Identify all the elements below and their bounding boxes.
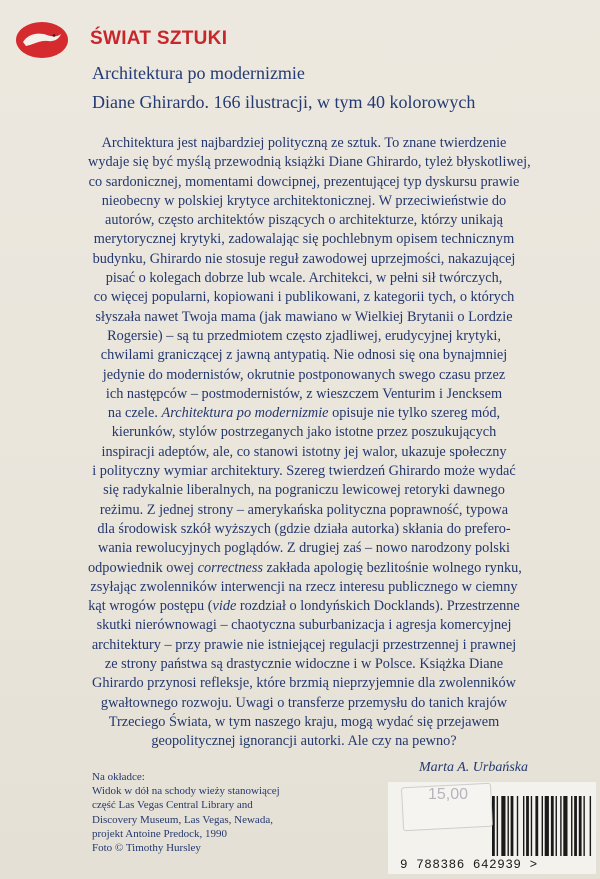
barcode-bar (545, 796, 549, 856)
review-line: autorów, często architektów piszących o architekturze, którzy unikają (104, 212, 504, 229)
cover-note-line: Na okładce: (92, 771, 145, 783)
review-line: inspiracji adeptów, ale, co stanowi istotny jej walor, ukazuje społeczny (101, 443, 507, 460)
barcode-bar (556, 796, 557, 856)
review-line: i polityczny wymiar architektury. Szereg twierdzeń Ghirardo może wydać (92, 463, 516, 480)
barcode-bar (535, 796, 538, 856)
review-line: budynku, Ghirardo nie stosuje reguł zawodowej uprzejmości, nakazującej (92, 250, 516, 267)
review-line: się radykalnie liberalnych, na pograniczu lewicowej retoryki dawnego (103, 482, 505, 499)
review-line: jedynie do modernistów, okrutnie postponowanych swego czasu przez (102, 366, 506, 383)
barcode-bar (563, 796, 567, 856)
review-line: gwałtownego rozwoju. Uwagi o transferze przemysłu do tanich krajów (100, 694, 508, 711)
review-line: nieobecny w polskiej krytyce architektonicznej. W przeciwieństwie do (101, 192, 507, 209)
review-line: kierunków, stylów postrzeganych jako istotne przez poszukujących (111, 424, 497, 441)
review-author-signature: Marta A. Urbańska (418, 760, 528, 775)
barcode-bar (511, 796, 514, 856)
review-text (88, 134, 531, 752)
cover-credit-note (92, 770, 352, 855)
barcode-bar (508, 796, 509, 856)
review-line: skutki nierównowagi – chaotyczna suburbanizacja i agresja komercyjnej (96, 617, 512, 634)
review-line: chwilami graniczącej z jawną antypatią. Nie odnosi się ona bynajmniej (100, 347, 508, 364)
barcode-bar (571, 796, 572, 856)
barcode-bar (497, 796, 498, 856)
review-line: wania rewolucyjnych poglądów. Z drugiej zaś – nowo narodzony polski (98, 540, 510, 557)
review-line: zsyłając zwolenników interwencji na rzecz interesu publicznego w ciemny (90, 578, 518, 595)
barcode-bar (560, 796, 561, 856)
series-name: ŚWIAT SZTUKI (90, 28, 228, 49)
barcode-bar (492, 796, 495, 856)
cover-note-line: Widok w dół na schody wieży stanowiącej (92, 785, 280, 798)
review-line: Ghirardo przynosi refleksje, które brzmią nieprzyjemnie dla zwolenników (92, 675, 516, 692)
publisher-logo (14, 20, 70, 60)
cover-note-line: Discovery Museum, Las Vegas, Newada, (92, 813, 273, 826)
price-sticker-text: 15,00 (428, 786, 469, 803)
barcode-bar (551, 796, 554, 856)
review-line: słyszała nawet Twoja mama (jak mawiano w Wielkiej Brytanii o Lordzie (95, 308, 513, 325)
review-line: architektury – przy prawie nie istniejącej regulacji przestrzennej i prawnej (91, 636, 517, 653)
cover-note-line: projekt Antoine Predock, 1990 (92, 827, 228, 840)
review-line: geopolitycznej ignorancji autorki. Ale czy na pewno? (151, 733, 457, 750)
isbn-number: 9 788386 642939 > (400, 858, 538, 872)
barcode-bar (526, 796, 529, 856)
review-line: co sardonicznej, momentami dowcipnej, prezentującej typ dyskursu prawie (88, 173, 520, 190)
barcode-bar (523, 796, 524, 856)
review-line: na czele. Architektura po modernizmie opisuje nie tylko szereg mód, (107, 405, 501, 422)
review-line: pisać o kolegach dobrze lub wcale. Architekci, w pełni sił twórczych, (105, 270, 503, 287)
review-line: ich następców – postmodernistów, z wieszczem Venturim i Jencksem (105, 385, 503, 402)
review-line: wydaje się być myślą przewodnią książki Diane Ghirardo, tyleż błyskotliwej, (88, 154, 531, 171)
barcode-bar (501, 796, 505, 856)
cover-note-line: część Las Vegas Central Library and (92, 799, 253, 812)
review-line: Trzeciego Świata, w tym naszego kraju, mogą wydać się przejawem (108, 713, 500, 730)
cover-note-line: Foto © Timothy Hursley (92, 842, 201, 855)
review-line: kąt wrogów postępu (vide rozdział o londyńskich Docklands). Przestrzenne (88, 598, 520, 615)
barcode-bar (583, 796, 584, 856)
barcode-bar (542, 796, 543, 856)
book-subtitle: Diane Ghirardo. 166 ilustracji, w tym 40 kolorowych (92, 92, 476, 112)
review-line: co więcej popularni, kopiowani i publikowani, z kategorii tych, o których (93, 289, 515, 306)
barcode-bar (574, 796, 577, 856)
review-line: merytorycznej krytyki, zadowalając się pochlebnym opisem technicznym (93, 231, 515, 248)
barcode-bar (579, 796, 582, 856)
review-line: ze strony państwa są drastycznie widoczne i w Polsce. Książka Diane (104, 656, 504, 673)
barcode-bar (517, 796, 518, 856)
review-line: Architektura jest najbardziej polityczną ze sztuk. To znane twierdzenie (101, 135, 507, 151)
review-line: dla środowisk szkół wyższych (gdzie działa autorka) skłania do prefero- (97, 520, 511, 537)
review-line: reżimu. Z jednej strony – amerykańska polityczna poprawność, typowa (99, 501, 509, 518)
book-title: Architektura po modernizmie (92, 63, 305, 83)
review-line: Rogersie) – są tu przedmiotem często zjadliwej, erudycyjnej krytyki, (107, 327, 501, 344)
barcode-bar (590, 796, 591, 856)
barcode-bar (531, 796, 532, 856)
review-line: odpowiednik owej correctness zakłada apologię bezlitośnie wolnego rynku, (88, 559, 522, 576)
